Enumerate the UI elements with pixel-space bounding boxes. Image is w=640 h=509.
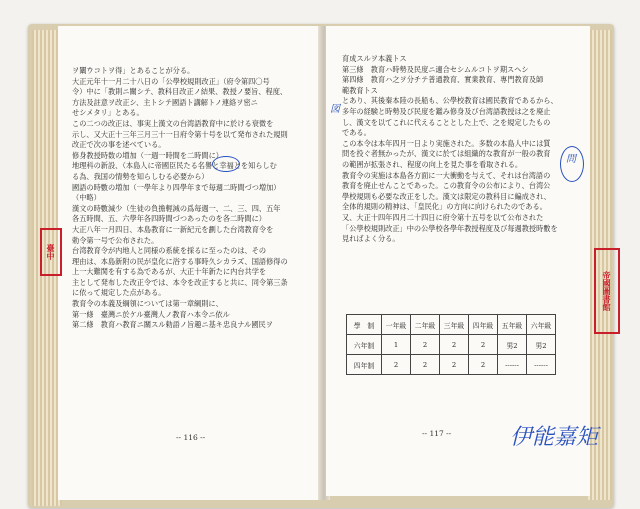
- text-line: 第四條 教育ハ之ヲ分チテ普通教育、實業教育、專門教育及師: [342, 75, 544, 85]
- table-cell: 2: [469, 335, 498, 355]
- table-cell: 2: [411, 355, 440, 375]
- left-page-number: -- 116 --: [176, 433, 206, 442]
- red-seal-left: 臺中: [40, 228, 62, 276]
- text-line: 國語の時數の増加（一學年より四學年まで毎週二時間づつ増加）: [72, 182, 281, 192]
- left-page-text: [72, 66, 288, 331]
- text-line: 第三條 教育ハ時勢及民度ニ適合セシムルコトヲ期スヘシ: [342, 64, 529, 74]
- text-line: 上一大難関を有する為であるが、大正十年新たに内台共学を: [72, 267, 267, 277]
- text-line: 理由は、本島新附の民が皇化に浴する事時久シカラズ、国語修得の: [72, 256, 288, 266]
- table-cell: 2: [469, 355, 498, 375]
- text-line: 第一條 臺灣ニ於ケル臺灣人ノ教育ハ本令ニ依ル: [72, 309, 230, 319]
- table-cell: 男2: [498, 335, 527, 355]
- text-line: 主として発布した改正令では、本令を改正すると共に、同令第三条: [72, 277, 288, 287]
- handwritten-signature: 伊能嘉矩: [509, 425, 598, 450]
- table-cell: 男2: [527, 335, 556, 355]
- table-header-cell: 四年級: [469, 315, 498, 335]
- table-header-row: [347, 315, 556, 335]
- table-cell: 六年制: [347, 335, 382, 355]
- text-line: 第二條 教育ハ教育ニ關スル勅語ノ旨趣ニ基キ忠良ナル國民ヲ: [72, 320, 273, 330]
- text-line: である。: [342, 128, 371, 138]
- text-line: 範教育トス: [342, 85, 378, 95]
- text-line: 教育を廃止せんことであった。この教育令の公布により、台湾公: [342, 181, 551, 191]
- text-line: 見ればよく分る。: [342, 234, 400, 244]
- text-line: 地理科の新設、（本島人に帝國臣民たる名譽と幸福とを知らしむ: [72, 161, 277, 171]
- text-line: し、漢文を以てこれに代えることとした上で、之を規定したもの: [342, 117, 551, 127]
- weekly-hours-table: [346, 314, 556, 375]
- handwritten-side-note: 図: [330, 104, 340, 115]
- text-line: 全体的規則の精神は、「皇民化」の方向に向けられたのである。: [342, 202, 547, 212]
- table-cell: ------: [498, 355, 527, 375]
- table-header-cell: 學 制: [347, 315, 382, 335]
- text-line: 大正八年一月四日、本島教育に一新紀元を劃した台湾教育令を: [72, 224, 274, 234]
- text-line: 問を投ぐ者無かったが、漢文に於ては組織的な教育が一般の教育: [342, 149, 551, 159]
- table-header-cell: 三年級: [440, 315, 469, 335]
- right-page-number: -- 117 --: [422, 429, 452, 438]
- text-line: 漢文の時數減少（生徒の負擔輕減の爲毎週一、二、三、四、五年: [72, 203, 281, 213]
- text-line: 教育令の実施は本島各方面に一大衝動を与えて、それは台湾語の: [342, 170, 551, 180]
- table-row: [347, 355, 556, 375]
- text-line: 多年の経験と時勢及び民度を鑑み修身及び台湾語教授は之を廃止: [342, 106, 551, 116]
- text-line: 勅令第一号で公布された。: [72, 235, 159, 245]
- table-cell: 1: [382, 335, 411, 355]
- text-line: の範囲が拡張され、程度の向上を見た事を看取される。: [342, 159, 523, 169]
- text-line: 育成スルヲ本義トス: [342, 54, 407, 63]
- table-header-cell: 二年級: [411, 315, 440, 335]
- text-line: （中略）: [72, 193, 101, 203]
- text-line: 教育令の本義及綱領については第一章綱則に、: [72, 299, 223, 309]
- text-line: 又、大正十四年四月二十四日に府令第十五号を以て公布された: [342, 212, 544, 222]
- text-line: ヲ闡ウコトヲ得」とあることが分る。: [72, 66, 195, 75]
- text-line: 示し、又大正十三年三月三十一日府令第十号を以て発布された規則: [72, 129, 288, 139]
- table-cell: ------: [527, 355, 556, 375]
- text-line: せシメタリ」とある。: [72, 108, 144, 118]
- table-row: [347, 335, 556, 355]
- table-cell: 2: [440, 335, 469, 355]
- text-line: 各五時間、五、六學年各四時間づつあったのを各二時間に）: [72, 214, 266, 224]
- text-line: 大正元年十一月二十八日の「公學校規則改正」（府令第四〇号: [72, 76, 270, 86]
- text-line: る為、我国の情勢を知らしむる必要から）: [72, 171, 209, 181]
- text-line: 修身教授時数の増加（一週一時間を二時間に）: [72, 150, 223, 160]
- table-header-cell: 六年級: [527, 315, 556, 335]
- table-cell: 2: [440, 355, 469, 375]
- handwritten-question-note: 問: [566, 154, 576, 165]
- ink-circle-mark: [212, 156, 240, 172]
- text-line: この二つの改正は、事実上漢文の台湾語教育中に於ける衰微を: [72, 118, 274, 128]
- left-page: [58, 26, 322, 500]
- table-cell: 2: [382, 355, 411, 375]
- text-line: この本令は本年四月一日より実施された。多数の本島人中には質: [342, 138, 551, 148]
- text-line: 「公學校規則改正」中の公學校各學年教授程度及び每週教授時數を: [342, 223, 558, 233]
- table-header-cell: 一年級: [382, 315, 411, 335]
- text-line: 學校規則も必要な改正をした。漢文は限定の教科目に編成され、: [342, 191, 551, 201]
- table-cell: 四年制: [347, 355, 382, 375]
- text-line: 改正で次の事を述べている。: [72, 140, 166, 150]
- text-line: 令）中に「教則ニ關シテ、教科目改正ノ結果、教授ノ要旨、程度、: [72, 87, 288, 97]
- text-line: に依って規定した点がある。: [72, 288, 166, 298]
- text-line: 方法及註意ヲ改正シ、主トシテ國語ト講解トノ連絡ヲ密ニ: [72, 97, 258, 107]
- text-line: とあり、其後秦本陸の長船も、公學校教育は國民教育であるから、: [342, 96, 558, 106]
- text-line: 台湾教育令が内地人と同様の系統を採るに至ったのは、その: [72, 246, 267, 256]
- right-page-text: [342, 54, 558, 245]
- table-header-cell: 五年級: [498, 315, 527, 335]
- table-cell: 2: [411, 335, 440, 355]
- red-seal-right: 帝國圖書館: [594, 248, 620, 334]
- ink-circle-mark: [560, 146, 584, 182]
